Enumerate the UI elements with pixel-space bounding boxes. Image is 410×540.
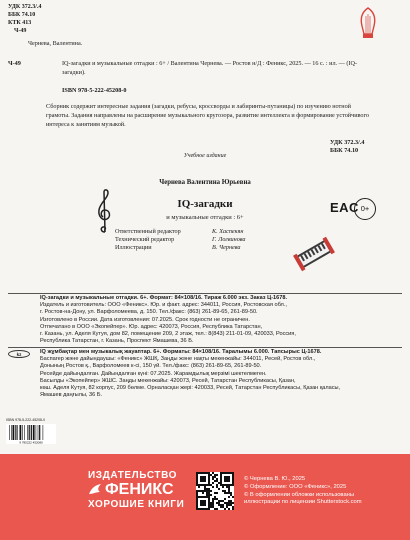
publisher-logo	[88, 470, 184, 510]
lyre-icon	[356, 6, 380, 40]
credit-row: Иллюстрации В. Чернева	[115, 244, 241, 251]
accordion-icon	[293, 235, 335, 273]
copyright-block: © Чернева В. Ю., 2025 © Оформление: ООО «Феникс», 2025 © В оформлении обложки использованы иллюстрации по лицензии Shutterstock.com	[244, 476, 362, 506]
publisher-name: ФЕНИКС	[105, 481, 174, 498]
book-title: IQ-загадки	[177, 198, 233, 210]
bib-code: Ч-49	[8, 60, 21, 67]
qr-code	[196, 472, 234, 510]
udk-block	[8, 3, 41, 35]
divider	[8, 293, 402, 294]
bib-description: IQ-загадки и музыкальные отгадки : 6+ / Валентина Чернева. — Ростов н/Д : Феникс, 2025. — 16 с. : ил. — (IQ-загадки).	[62, 60, 358, 76]
treble-clef-icon	[94, 188, 114, 234]
publisher-name-row	[88, 481, 184, 499]
author-heading: Чернева, Валентина.	[28, 40, 83, 47]
eac-mark: EAC	[330, 200, 359, 215]
barcode-isbn: ISBN 978-5-222-45208-0	[6, 418, 46, 422]
isbn: ISBN 978-5-222-45208-0	[62, 87, 127, 94]
author-sign: Ч-49	[14, 28, 27, 34]
phoenix-icon	[88, 483, 102, 497]
divider	[8, 347, 402, 348]
publisher-slogan: ХОРОШИЕ КНИГИ	[88, 499, 185, 510]
imprint-kz: IQ жұмбақтар мен музыкалық жауаптар. 6+. Форматы: 84×108/16. Таралымы 6.000. Тапсырыс Ц-1678. Баспагер және дайындаушы: «Феникс» ЖШҚ. Заңды және нақты мекенжайы: 344011, Ресей, Ростов обл., Донының Ростов қ., Варфоломеев к-сi, 150 үй. Тел./факс: (863) 261-89-65, 261-89-50. Ресейде дайындалған. Дайындалған күні: 07.2025. Жарамдылық мерзiмi шектелмеген. Басылды «Экопейпер» ЖШС. Заңды мекенжайы: 420073, Ресей, Татарстан Республикасы, Қазан, көш. Аделя Кутуя, 82 корпус, 209 бөлме. Орналасқан жері: 420033, Ресей, Татарстан Республикасы, Қазан қаласы, Ямашев даңғылы, 36 Б.	[40, 349, 341, 399]
credit-row: Технический редактор Г. Логвинова	[115, 236, 246, 243]
publisher-top: ИЗДАТЕЛЬСТВО	[88, 470, 178, 481]
credits	[115, 228, 246, 252]
bbk-line: ББК 74.10	[8, 12, 36, 18]
age-rating-badge: 0+	[354, 198, 376, 220]
kz-language-mark: kz	[8, 350, 30, 358]
edition-type: Учебное издание	[183, 153, 227, 159]
barcode-digits: 9 785222 452080	[19, 440, 43, 444]
barcode	[6, 424, 56, 444]
abstract: Сборник содержит интересные задания (загадки, ребусы, кроссворды и лабиринты-путаницы) по изучению нотной грамоты. Задания направлены на расширение музыкального кругозора, развитие интеллекта и формирование устойчивого интереса к занятиям музыкой.	[46, 103, 369, 128]
credit-row: Ответственный редактор К. Хаспекян	[115, 228, 244, 235]
book-subtitle: и музыкальные отгадки : 6+	[166, 214, 244, 221]
ktk-line: КТК 413	[8, 20, 32, 26]
author-full-name: Чернева Валентина Юрьевна	[159, 179, 251, 186]
udk-line: УДК 372.3/.4	[8, 4, 42, 10]
udk-block-bottom: УДК 372.3/.4 ББК 74.10	[330, 139, 365, 154]
imprint-ru: IQ-загадки и музыкальные отгадки. 6+. Формат: 84×108/16. Тираж 6.000 экз. Заказ Ц-1678. Издатель и изготовитель: ООО «Феникс». Юр. и факт. адрес: 344011, Россия, Ростовская обл., г. Ростов-на-Дону, ул. Варфоломеева, д. 150. Тел./факс: (863) 261-89-65, 261-89-50. Изготовлено в России. Дата изготовления: 07.2025. Срок годности не ограничен. Отпечатано в ООО «Экопейпер». Юр. адрес: 420073, Россия, Республика Татарстан, г. Казань, ул. Аделя Кутуя, дом 82, помещение 209, 2 этаж, тел.: 8(843) 211-01-09, 420033, Россия, Республика Татарстан, г. Казань, Проспект Ямашева, 36 Б.	[40, 295, 296, 345]
